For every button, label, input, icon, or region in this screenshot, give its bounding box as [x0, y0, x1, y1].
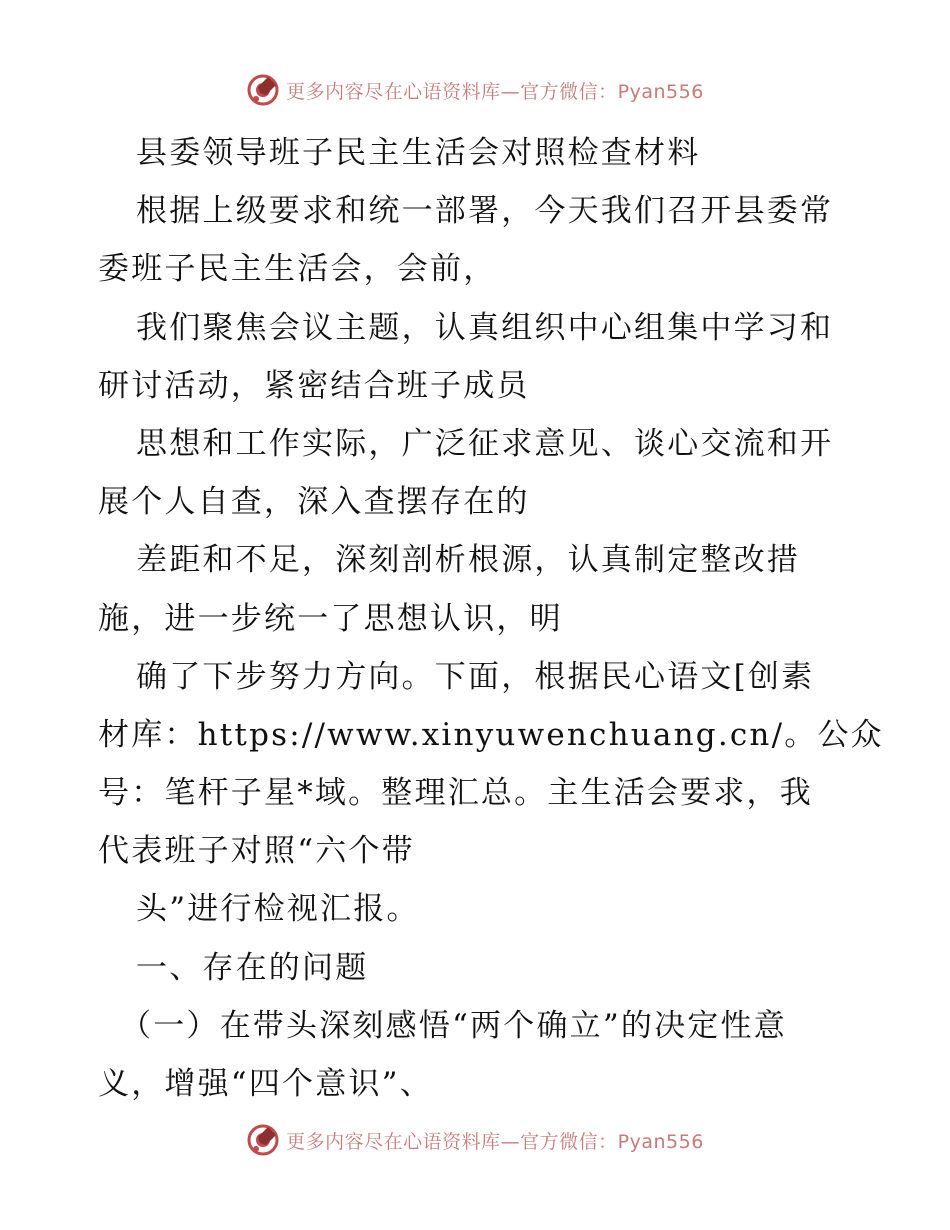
paragraph-line: 材库：https://www.xinyuwenchuang.cn/。公众	[98, 716, 884, 753]
paragraph-line: 思想和工作实际，广泛征求意见、谈心交流和开	[136, 425, 834, 462]
watermark-text: 更多内容尽在心语资料库—官方微信：Pyan556	[286, 80, 704, 103]
paragraph-line: 义，增强“四个意识”、	[98, 1066, 433, 1102]
paragraph-line: 根据上级要求和统一部署，今天我们召开县委常	[136, 193, 834, 230]
header-watermark	[0, 70, 950, 110]
pen-seal-icon	[246, 1123, 280, 1157]
watermark-text: 更多内容尽在心语资料库—官方微信：Pyan556	[286, 1130, 704, 1153]
paragraph-line: 研讨活动，紧密结合班子成员	[98, 367, 530, 404]
paragraph-line: 我们聚焦会议主题，认真组织中心组集中学习和	[136, 309, 834, 346]
subsection-heading: （一）在带头深刻感悟“两个确立”的决定性意	[120, 1007, 787, 1044]
paragraph-line: 委班子民主生活会，会前，	[98, 251, 497, 288]
paragraph-line: 差距和不足，深刻剖析根源，认真制定整改措	[136, 542, 800, 579]
paragraph-line: 代表班子对照“六个带	[98, 833, 415, 870]
paragraph-line: 号：笔杆子星*域。整理汇总。主生活会要求，我	[98, 775, 813, 812]
paragraph-line: 头”进行检视汇报。	[136, 891, 420, 928]
section-heading: 一、存在的问题	[136, 949, 369, 986]
paragraph-line: 确了下步努力方向。下面，根据民心语文[创素	[136, 658, 815, 695]
paragraph-line: 展个人自查，深入查摆存在的	[98, 484, 530, 521]
footer-watermark	[0, 1120, 950, 1160]
document-body	[98, 124, 884, 1113]
document-title: 县委领导班子民主生活会对照检查材料	[136, 135, 701, 171]
paragraph-line: 施，进一步统一了思想认识，明	[98, 600, 563, 637]
pen-seal-icon	[246, 73, 280, 107]
